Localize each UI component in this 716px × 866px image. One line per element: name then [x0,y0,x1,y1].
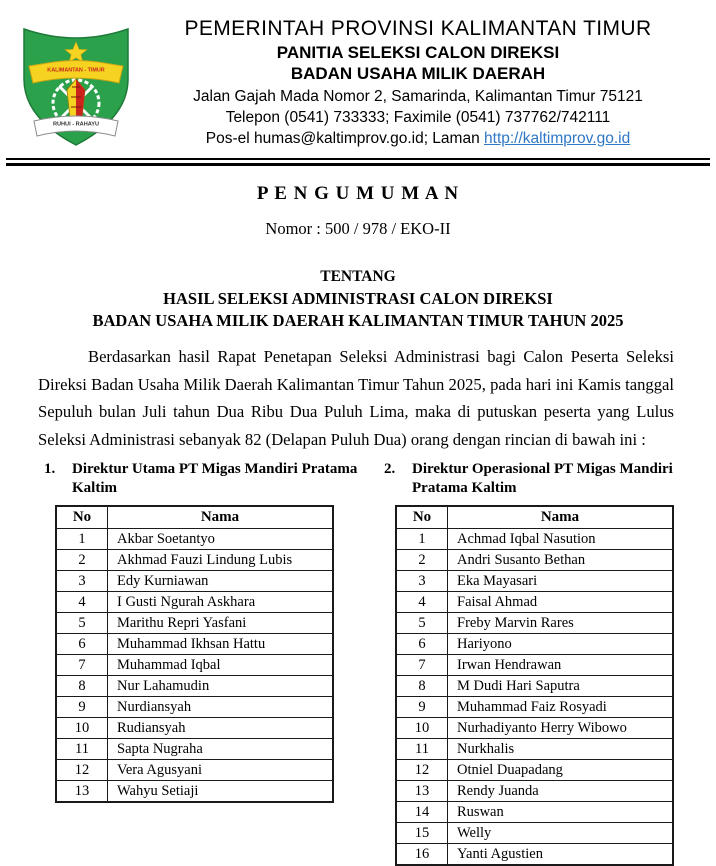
candidate-number: 13 [56,781,108,803]
address-line: Jalan Gajah Mada Nomor 2, Samarinda, Kalimantan Timur 75121 [193,88,643,105]
candidate-number: 8 [56,676,108,697]
section-direktur-operasional [384,460,702,866]
roster-row [396,634,673,655]
provincial-seal [14,17,138,149]
roster-row [396,676,673,697]
section-number: 2. [384,461,396,478]
double-rule-divider [6,158,710,166]
tentang-label: TENTANG [320,268,396,285]
section-title: Direktur Operasional PT Migas Mandiri Pratama Kaltim [412,461,673,497]
roster-row [56,634,333,655]
email-website-line [138,128,698,149]
candidate-name: Akbar Soetantyo [108,529,334,550]
roster-row [56,592,333,613]
candidate-number: 5 [396,613,448,634]
candidate-number: 15 [396,823,448,844]
body-paragraph: Berdasarkan hasil Rapat Penetapan Seleksi Administrasi bagi Calon Peserta Seleksi Direksi Badan Usaha Milik Daerah Kalimantan Timur Tahun 2025, pada hari ini Kamis tanggal Sepuluh bulan Juli tahun Dua Ribu Dua Puluh Lima, maka di putuskan peserta yang Lulus Seleksi Administrasi sebanyak 82 (Delapan Puluh Dua) orang dengan rincian di bawah ini : [38,347,674,449]
candidate-number: 2 [56,550,108,571]
roster-row [396,802,673,823]
roster-row [396,823,673,844]
candidate-number: 6 [56,634,108,655]
announcement-title: P E N G U M U M A N [256,183,460,204]
website-link[interactable]: http://kaltimprov.go.id [484,130,631,147]
roster-row [56,781,333,803]
candidate-name: Marithu Repri Yasfani [108,613,334,634]
candidate-number: 1 [56,529,108,550]
roster-table-body [396,529,673,866]
government-name: PEMERINTAH PROVINSI KALIMANTAN TIMUR [184,17,652,40]
candidate-number: 3 [396,571,448,592]
roster-row [56,760,333,781]
roster-row [56,613,333,634]
kaltim-coat-of-arms-icon [16,17,136,149]
candidate-name: Welly [448,823,674,844]
candidate-number: 3 [56,571,108,592]
roster-row [396,844,673,866]
candidate-name: Ruswan [448,802,674,823]
column-header-no: No [56,506,108,529]
candidate-name: I Gusti Ngurah Askhara [108,592,334,613]
candidate-number: 10 [396,718,448,739]
candidate-name: Rudiansyah [108,718,334,739]
candidate-name: Muhammad Iqbal [108,655,334,676]
roster-row [56,529,333,550]
announcement-number: Nomor : 500 / 978 / EKO-II [265,219,451,238]
candidate-name: Irwan Hendrawan [448,655,674,676]
phone-line: Telepon (0541) 733333; Faximile (0541) 737762/742111 [225,109,611,126]
header-row [56,506,333,529]
candidate-number: 5 [56,613,108,634]
candidate-number: 13 [396,781,448,802]
roster-row [56,718,333,739]
roster-row [56,655,333,676]
roster-table-direktur-utama [55,505,334,803]
header-row [396,506,673,529]
roster-row [396,697,673,718]
roster-row [396,655,673,676]
section-heading-1 [44,460,362,498]
roster-row [396,739,673,760]
committee-name: PANITIA SELEKSI CALON DIREKSI [276,43,560,62]
roster-columns [44,460,702,866]
logo-banner-text: KALIMANTAN - TIMUR [47,67,105,73]
column-header-nama: Nama [448,506,674,529]
candidate-name: Nurdiansyah [108,697,334,718]
candidate-number: 2 [396,550,448,571]
candidate-name: Muhammad Ikhsan Hattu [108,634,334,655]
roster-row [56,676,333,697]
candidate-number: 11 [56,739,108,760]
section-direktur-utama [44,460,362,866]
candidate-number: 9 [56,697,108,718]
candidate-name: Muhammad Faiz Rosyadi [448,697,674,718]
agency-name: BADAN USAHA MILIK DAERAH [290,64,546,83]
roster-row [396,718,673,739]
candidate-name: Wahyu Setiaji [108,781,334,803]
candidate-number: 1 [396,529,448,550]
candidate-name: Nurkhalis [448,739,674,760]
roster-row [396,760,673,781]
candidate-name: Achmad Iqbal Nasution [448,529,674,550]
roster-row [396,613,673,634]
candidate-number: 11 [396,739,448,760]
roster-table-header [396,506,673,529]
section-heading-2 [384,460,702,498]
section-title: Direktur Utama PT Migas Mandiri Pratama Kaltim [72,461,358,497]
roster-row [56,697,333,718]
candidate-name: Eka Mayasari [448,571,674,592]
candidate-name: Faisal Ahmad [448,592,674,613]
roster-row [56,739,333,760]
section-number: 1. [44,461,56,478]
candidate-number: 4 [56,592,108,613]
candidate-name: Edy Kurniawan [108,571,334,592]
candidate-number: 16 [396,844,448,866]
roster-row [396,529,673,550]
column-header-nama: Nama [108,506,334,529]
candidate-number: 12 [396,760,448,781]
candidate-number: 12 [56,760,108,781]
roster-row [396,781,673,802]
candidate-name: Rendy Juanda [448,781,674,802]
candidate-number: 7 [56,655,108,676]
roster-row [56,571,333,592]
roster-row [396,571,673,592]
candidate-number: 10 [56,718,108,739]
roster-row [396,550,673,571]
candidate-name: Vera Agusyani [108,760,334,781]
candidate-number: 8 [396,676,448,697]
subject-line-1: HASIL SELEKSI ADMINISTRASI CALON DIREKSI [163,289,553,308]
subject-line-2: BADAN USAHA MILIK DAERAH KALIMANTAN TIMUR TAHUN 2025 [92,310,624,330]
candidate-number: 4 [396,592,448,613]
letterhead-text [138,16,704,149]
candidate-number: 7 [396,655,448,676]
candidate-name: Nur Lahamudin [108,676,334,697]
candidate-name: Yanti Agustien [448,844,674,866]
logo-motto-text: RUHUI - RAHAYU [52,121,100,127]
roster-row [396,592,673,613]
candidate-name: M Dudi Hari Saputra [448,676,674,697]
roster-table-direktur-operasional [395,505,674,866]
roster-table-header [56,506,333,529]
candidate-name: Otniel Duapadang [448,760,674,781]
letterhead [0,0,716,149]
email-text: Pos-el humas@kaltimprov.go.id; Laman [205,130,485,147]
candidate-name: Hariyono [448,634,674,655]
candidate-name: Nurhadiyanto Herry Wibowo [448,718,674,739]
candidate-number: 9 [396,697,448,718]
candidate-name: Andri Susanto Bethan [448,550,674,571]
candidate-number: 14 [396,802,448,823]
candidate-number: 6 [396,634,448,655]
roster-table-body [56,529,333,803]
roster-row [56,550,333,571]
candidate-name: Sapta Nugraha [108,739,334,760]
column-header-no: No [396,506,448,529]
candidate-name: Akhmad Fauzi Lindung Lubis [108,550,334,571]
candidate-name: Freby Marvin Rares [448,613,674,634]
